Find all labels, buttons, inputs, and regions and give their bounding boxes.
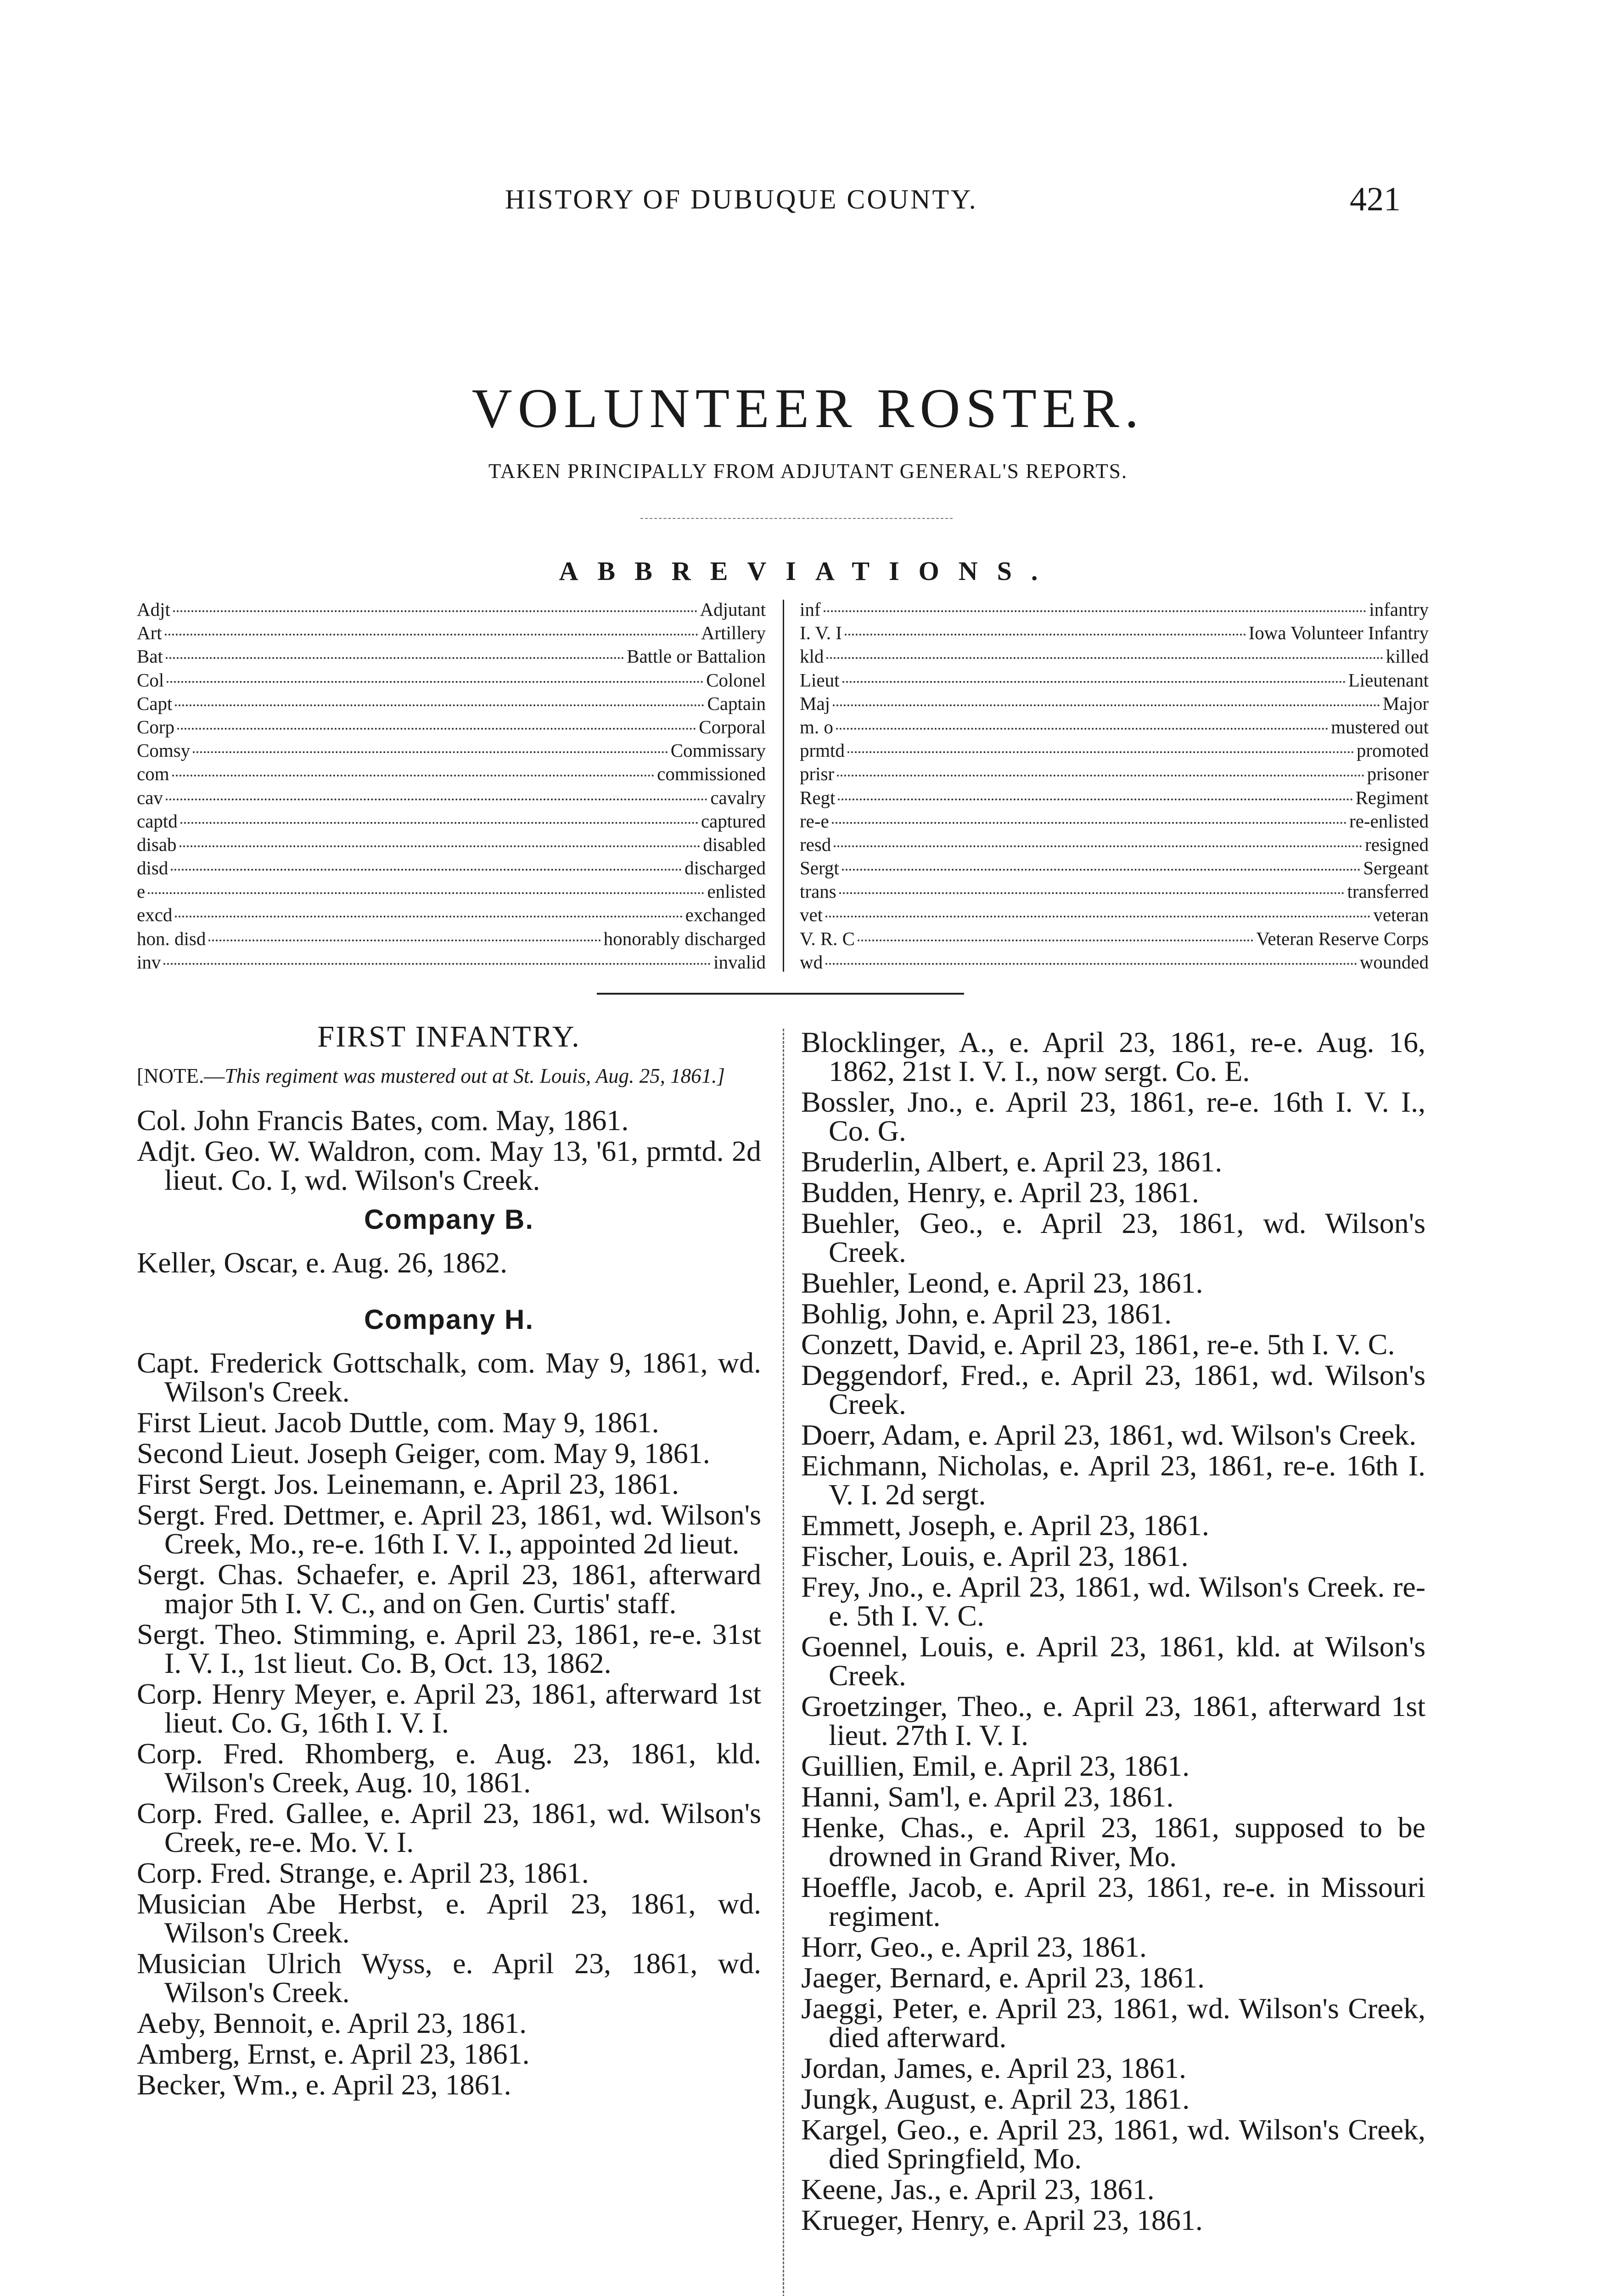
abbreviation-meaning: re-enlisted [1349,810,1429,832]
leader-dots [173,610,697,612]
leader-dots [180,822,698,824]
abbreviation-meaning: disabled [703,833,766,855]
abbreviation-row [137,669,766,692]
abbreviation: inf [800,599,821,620]
abbreviation-meaning: Artillery [701,622,766,644]
abbreviation: I. V. I [800,622,842,644]
abbreviation: Capt [137,692,173,714]
abbreviation: Regt [800,787,836,808]
abbreviation: V. R. C [800,928,855,949]
leader-dots [167,681,703,683]
abbreviation-row [137,739,766,762]
roster-entry: Bohlig, John, e. April 23, 1861. [801,1297,1172,1330]
abbreviation-row [137,598,766,621]
abbreviation-meaning: resigned [1365,833,1429,855]
abbreviations-divider [783,600,784,972]
abbreviation: re-e [800,810,829,832]
roster-entry: Fischer, Louis, e. April 23, 1861. [801,1540,1189,1572]
abbreviation: Lieut [800,669,840,691]
abbreviation-meaning: enlisted [707,881,766,902]
leader-dots [836,728,1328,730]
abbreviation-row [137,810,766,833]
roster-entry: First Sergt. Jos. Leinemann, e. April 23, 1861. [137,1468,679,1500]
abbreviation-meaning: mustered out [1331,716,1429,737]
abbreviation-row [137,903,766,927]
roster-entry: Keller, Oscar, e. Aug. 26, 1862. [137,1246,508,1279]
roster-entry: Jordan, James, e. April 23, 1861. [801,2052,1186,2084]
abbreviation-meaning: Colonel [706,669,766,691]
roster-entry: Corp. Henry Meyer, e. April 23, 1861, afterward 1st lieut. Co. G, 16th I. V. I. [137,1677,761,1739]
roster-entry: Buehler, Geo., e. April 23, 1861, wd. Wilson's Creek. [801,1207,1425,1268]
abbreviation: Maj [800,692,830,714]
leader-dots [171,869,682,871]
abbreviation-meaning: commissioned [657,763,766,785]
abbreviation-row [800,598,1429,621]
section-rule [597,993,964,995]
roster-entry: Budden, Henry, e. April 23, 1861. [801,1176,1199,1209]
leader-dots [839,892,1345,894]
running-title: HISTORY OF DUBUQUE COUNTY. [505,184,978,214]
abbreviation: Comsy [137,740,191,761]
leader-dots [166,657,624,659]
abbreviation: trans [800,881,836,902]
abbreviation: Sergt [800,857,839,879]
abbreviation-row [137,856,766,880]
roster-left-column [137,1019,761,2101]
roster-entry: Hanni, Sam'l, e. April 23, 1861. [801,1780,1174,1813]
roster-entry: Capt. Frederick Gottschalk, com. May 9, 1861, wd. Wilson's Creek. [137,1346,761,1408]
abbreviation-row [137,645,766,668]
abbreviation-meaning: Iowa Volunteer Infantry [1248,622,1429,644]
company-heading: Company H. [364,1304,534,1335]
roster-entry: Guillien, Emil, e. April 23, 1861. [801,1750,1190,1782]
abbreviation: com [137,763,169,785]
roster-subtitle: TAKEN PRINCIPALLY FROM ADJUTANT GENERAL'S REPORTS. [488,460,1128,483]
abbreviation-row [137,762,766,786]
abbreviation: prmtd [800,740,845,761]
abbreviation: excd [137,904,173,926]
abbreviation-row [800,669,1429,692]
roster-entry: Amberg, Ernst, e. April 23, 1861. [137,2037,530,2070]
abbreviation: Art [137,622,162,644]
roster-title: VOLUNTEER ROSTER. [471,377,1145,439]
abbreviation-row [137,786,766,810]
leader-dots [175,704,704,706]
leader-dots [208,940,600,941]
abbreviation: prisr [800,763,835,785]
roster-entry: Keene, Jas., e. April 23, 1861. [801,2173,1155,2206]
roster-entry: Deggendorf, Fred., e. April 23, 1861, wd. Wilson's Creek. [801,1359,1425,1420]
abbreviation: disab [137,833,177,855]
roster-entry: Buehler, Leond, e. April 23, 1861. [801,1266,1203,1299]
leader-dots [825,963,1357,965]
abbreviation-row [137,951,766,974]
abbreviation: captd [137,810,178,832]
abbreviation-row [800,739,1429,762]
roster-entry: First Lieut. Jacob Duttle, com. May 9, 1861. [137,1406,659,1439]
column-divider [783,1029,784,2296]
abbreviation: Adjt [137,599,170,620]
roster-entry: Sergt. Fred. Dettmer, e. April 23, 1861, wd. Wilson's Creek, Mo., re-e. 16th I. V. I., appointed 2d lieut. [137,1498,761,1560]
roster-entry: Becker, Wm., e. April 23, 1861. [137,2068,511,2101]
regiment-note [137,1064,761,1088]
roster-entry: Sergt. Theo. Stimming, e. April 23, 1861, re-e. 31st I. V. I., 1st lieut. Co. B, Oct. 13, 1862. [137,1618,761,1679]
abbreviation-meaning: Corporal [699,716,766,737]
roster-entry: Krueger, Henry, e. April 23, 1861. [801,2204,1203,2236]
abbreviation-meaning: Regiment [1355,787,1429,808]
abbreviation-row [137,927,766,951]
roster-entry: Conzett, David, e. April 23, 1861, re-e. 5th I. V. C. [801,1328,1395,1361]
abbreviation-row [800,762,1429,786]
abbreviation: hon. disd [137,928,206,949]
abbreviation-row [137,715,766,739]
roster-entry: Jaeggi, Peter, e. April 23, 1861, wd. Wilson's Creek, died afterward. [801,1992,1425,2054]
leader-dots [148,892,704,894]
abbreviations-title: ABBREVIATIONS. [559,556,1057,586]
leader-dots [833,704,1380,706]
company-heading: Company B. [364,1204,534,1235]
abbreviation-meaning: Adjutant [700,599,766,620]
abbreviation-meaning: honorably discharged [603,928,766,949]
abbreviation: e [137,881,146,902]
abbreviation-meaning: infantry [1369,599,1429,620]
roster-entry: Eichmann, Nicholas, e. April 23, 1861, re-e. 16th I. V. I. 2d sergt. [801,1449,1425,1511]
roster-entry: Jaeger, Bernard, e. April 23, 1861. [801,1961,1205,1994]
leader-dots [166,799,707,800]
abbreviation-row [800,951,1429,974]
abbreviation-row [800,856,1429,880]
abbreviation-row [800,927,1429,951]
abbreviation: Bat [137,646,163,667]
roster-entry: Blocklinger, A., e. April 23, 1861, re-e. Aug. 16, 1862, 21st I. V. I., now sergt. Co. E. [801,1026,1425,1087]
roster-right-column [801,1028,1425,2236]
abbreviation: cav [137,787,163,808]
roster-entry: Aeby, Bennoit, e. April 23, 1861. [137,2007,527,2039]
roster-entry: Bruderlin, Albert, e. April 23, 1861. [801,1145,1223,1178]
divider-rule [640,518,953,519]
abbreviation-meaning: Battle or Battalion [627,646,766,667]
leader-dots [858,940,1253,941]
abbreviation-row [800,903,1429,927]
abbreviation: Corp [137,716,174,737]
roster-entry: Second Lieut. Joseph Geiger, com. May 9, 1861. [137,1437,710,1469]
abbreviation: Col [137,669,164,691]
abbreviation-meaning: invalid [713,951,766,973]
abbreviation: wd [800,951,823,973]
leader-dots [832,822,1347,824]
abbreviation-meaning: Captain [707,692,766,714]
roster-entry: Adjt. Geo. W. Waldron, com. May 13, '61, prmtd. 2d lieut. Co. I, wd. Wilson's Creek. [137,1135,761,1196]
abbreviation-row [137,880,766,903]
leader-dots [172,775,655,777]
abbreviation-row [800,715,1429,739]
leader-dots [837,775,1364,777]
leader-dots [838,799,1352,800]
note-prefix: [NOTE.— [137,1064,225,1087]
leader-dots [180,845,701,847]
abbreviation-meaning: promoted [1356,740,1429,761]
abbreviation-row [137,692,766,715]
roster-entry: Corp. Fred. Rhomberg, e. Aug. 23, 1861, kld. Wilson's Creek, Aug. 10, 1861. [137,1737,761,1799]
abbreviation-row [800,786,1429,810]
abbreviation: m. o [800,716,833,737]
note-text: This regiment was mustered out at St. Louis, Aug. 25, 1861.] [224,1064,725,1087]
abbreviation-meaning: transferred [1347,881,1429,902]
roster-entry: Frey, Jno., e. April 23, 1861, wd. Wilson's Creek. re-e. 5th I. V. C. [801,1570,1425,1632]
roster-entry: Musician Abe Herbst, e. April 23, 1861, wd. Wilson's Creek. [137,1887,761,1949]
abbreviation: vet [800,904,823,926]
roster-entry: Horr, Geo., e. April 23, 1861. [801,1930,1147,1963]
abbreviation: resd [800,833,831,855]
abbreviation-row [137,833,766,856]
roster-entry: Emmett, Joseph, e. April 23, 1861. [801,1509,1209,1542]
roster-entry: Corp. Fred. Strange, e. April 23, 1861. [137,1857,589,1889]
abbreviation-row [800,880,1429,903]
abbreviation-meaning: cavalry [710,787,766,808]
leader-dots [825,916,1370,917]
roster-entry: Hoeffle, Jacob, e. April 23, 1861, re-e. in Missouri regiment. [801,1871,1425,1932]
leader-dots [826,657,1383,659]
leader-dots [193,751,668,753]
leader-dots [175,916,682,917]
roster-entry: Groetzinger, Theo., e. April 23, 1861, afterward 1st lieut. 27th I. V. I. [801,1690,1425,1751]
roster-entry: Kargel, Geo., e. April 23, 1861, wd. Wilson's Creek, died Springfield, Mo. [801,2113,1425,2175]
roster-entry: Jungk, August, e. April 23, 1861. [801,2082,1190,2115]
abbreviation-row [800,810,1429,833]
leader-dots [177,728,696,730]
leader-dots [165,634,698,636]
abbreviation-meaning: Commissary [670,740,766,761]
abbreviation-row [800,833,1429,856]
abbreviation-meaning: captured [701,810,766,832]
abbreviation-row [800,692,1429,715]
abbreviation: disd [137,857,168,879]
leader-dots [845,634,1246,636]
abbreviation-meaning: veteran [1373,904,1429,926]
leader-dots [824,610,1367,612]
abbreviations-right-column [800,598,1429,974]
leader-dots [847,751,1354,753]
roster-entry: Goennel, Louis, e. April 23, 1861, kld. at Wilson's Creek. [801,1630,1425,1692]
roster-entry: Sergt. Chas. Schaefer, e. April 23, 1861, afterward major 5th I. V. C., and on Gen. Curtis' staff. [137,1558,761,1620]
roster-entry: Corp. Fred. Gallee, e. April 23, 1861, wd. Wilson's Creek, re-e. Mo. V. I. [137,1797,761,1858]
abbreviation-row [800,645,1429,668]
roster-entry: Bossler, Jno., e. April 23, 1861, re-e. 16th I. V. I., Co. G. [801,1086,1425,1147]
abbreviation-meaning: Major [1382,692,1429,714]
leader-dots [842,869,1360,871]
abbreviations-left-column [137,598,766,974]
roster-entry: Doerr, Adam, e. April 23, 1861, wd. Wilson's Creek. [801,1418,1417,1451]
abbreviation-row [800,621,1429,645]
roster-entry: Col. John Francis Bates, com. May, 1861. [137,1104,629,1137]
abbreviation-meaning: prisoner [1367,763,1429,785]
leader-dots [163,963,711,965]
abbreviation-meaning: Sergeant [1363,857,1429,879]
roster-entry: Musician Ulrich Wyss, e. April 23, 1861, wd. Wilson's Creek. [137,1947,761,2009]
abbreviation-meaning: Veteran Reserve Corps [1256,928,1429,949]
page-number: 421 [1350,180,1401,218]
abbreviation: inv [137,951,161,973]
section-title: FIRST INFANTRY. [317,1020,581,1053]
abbreviation: kld [800,646,824,667]
abbreviation-meaning: exchanged [685,904,766,926]
leader-dots [834,845,1362,847]
abbreviation-meaning: wounded [1359,951,1429,973]
abbreviation-row [137,621,766,645]
abbreviation-meaning: killed [1386,646,1429,667]
abbreviation-meaning: Lieutenant [1348,669,1429,691]
leader-dots [842,681,1346,683]
roster-entry: Henke, Chas., e. April 23, 1861, supposed to be drowned in Grand River, Mo. [801,1811,1425,1873]
abbreviation-meaning: discharged [685,857,766,879]
